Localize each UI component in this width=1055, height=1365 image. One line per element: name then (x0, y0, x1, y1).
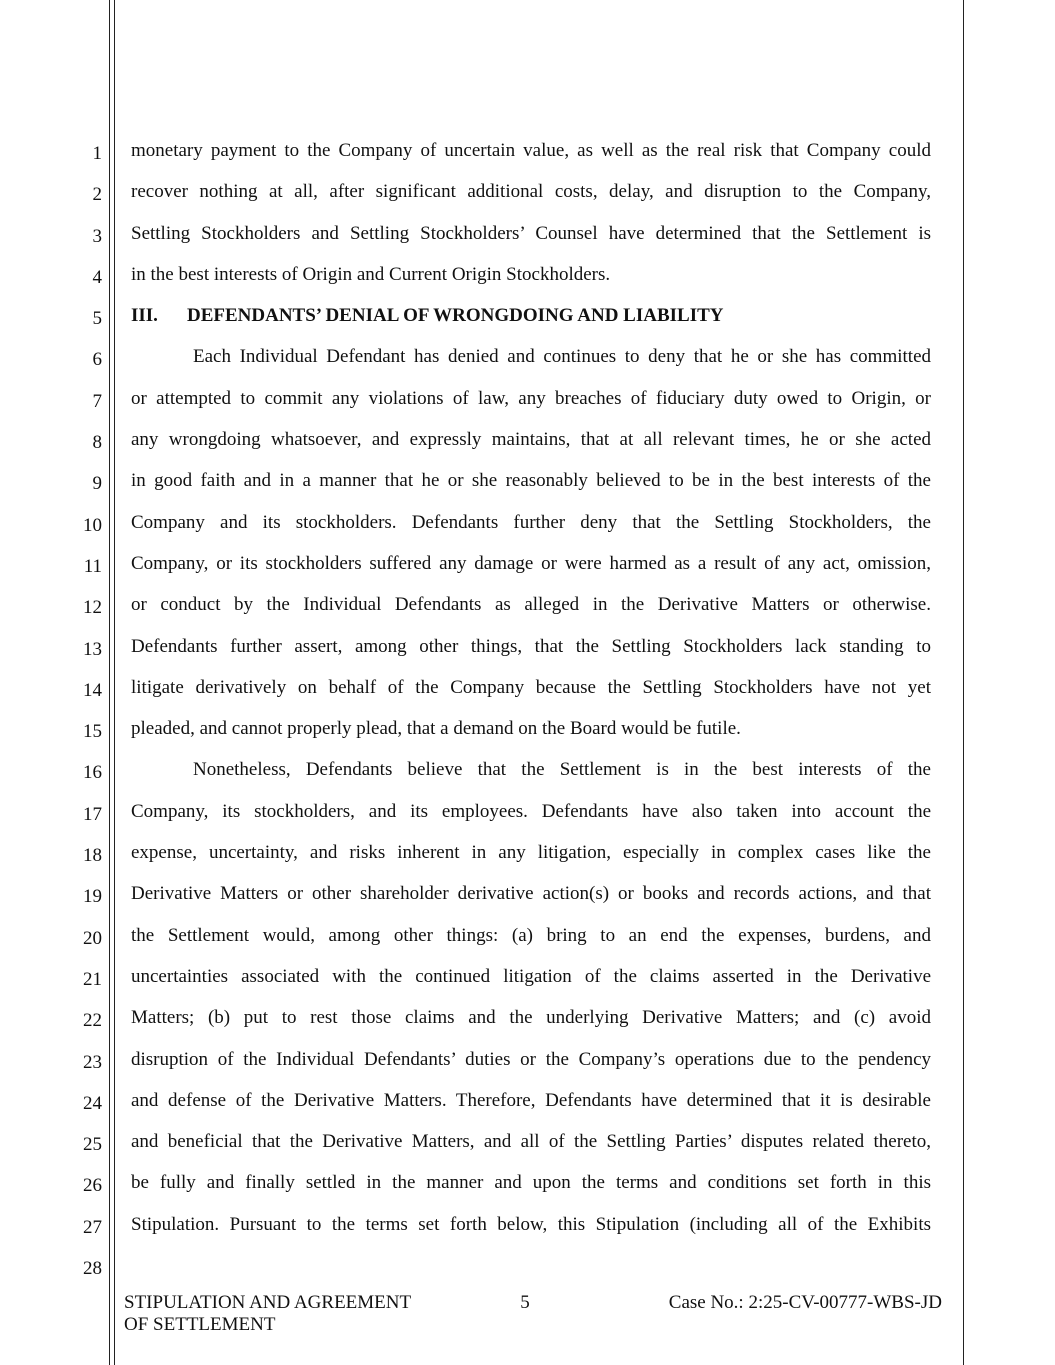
line-number: 13 (83, 638, 102, 660)
line-number: 26 (83, 1175, 102, 1197)
line-number: 5 (92, 308, 102, 330)
text-line: Settling Stockholders and Settling Stockholders’ Counsel have determined that the Settlement is (131, 222, 931, 244)
line-number: 1 (92, 143, 102, 164)
footer-page-number: 5 (520, 1292, 530, 1313)
line-number: 25 (83, 1134, 102, 1156)
text-line: in good faith and in a manner that he or she reasonably believed to be in the best interests of the (131, 470, 931, 492)
line-number: 24 (83, 1092, 102, 1114)
line-number: 16 (83, 762, 102, 784)
text-line: Defendants further assert, among other things, that the Settling Stockholders lack standing to (131, 635, 931, 657)
section-title: DEFENDANTS’ DENIAL OF WRONGDOING AND LIABILITY (187, 305, 724, 327)
document-body (131, 130, 931, 1245)
line-number-column (60, 133, 102, 1289)
footer-title-line: STIPULATION AND AGREEMENT (124, 1292, 412, 1313)
line-number: 4 (92, 266, 102, 288)
text-line: Company, its stockholders, and its employees. Defendants have also taken into account the (131, 800, 931, 822)
text-line: in the best interests of Origin and Current Origin Stockholders. (131, 263, 611, 285)
text-line: monetary payment to the Company of uncertain value, as well as the real risk that Company could (131, 140, 931, 161)
text-line: pleaded, and cannot properly plead, that a demand on the Board would be futile. (131, 718, 741, 740)
line-number: 14 (83, 679, 102, 701)
line-number: 10 (83, 514, 102, 536)
footer-title-line: OF SETTLEMENT (124, 1314, 276, 1335)
footer-case-number: Case No.: 2:25-CV-00777-WBS-JD (668, 1292, 942, 1313)
text-line: or conduct by the Individual Defendants as alleged in the Derivative Matters or otherwise. (131, 594, 931, 616)
line-number: 7 (92, 390, 102, 412)
line-number: 6 (92, 349, 102, 371)
text-line: or attempted to commit any violations of law, any breaches of fiduciary duty owed to Origin, or (131, 387, 931, 409)
line-number: 23 (83, 1051, 102, 1073)
text-line: Derivative Matters or other shareholder derivative action(s) or books and records actions, and that (131, 883, 931, 905)
line-number: 27 (83, 1216, 102, 1238)
text-line: and beneficial that the Derivative Matters, and all of the Settling Parties’ disputes related thereto, (131, 1131, 931, 1153)
text-line: Nonetheless, Defendants believe that the Settlement is in the best interests of the (193, 759, 931, 781)
line-number: 22 (83, 1010, 102, 1032)
section-heading (131, 295, 931, 336)
text-line: and defense of the Derivative Matters. Therefore, Defendants have determined that it is desirable (131, 1089, 931, 1111)
line-number: 28 (83, 1258, 102, 1280)
text-line: Matters; (b) put to rest those claims and the underlying Derivative Matters; and (c) avoid (131, 1007, 931, 1029)
text-line: expense, uncertainty, and risks inherent in any litigation, especially in complex cases like the (131, 842, 931, 864)
left-margin-rule-outer (109, 0, 110, 1365)
line-number: 9 (92, 473, 102, 495)
line-number: 11 (83, 555, 102, 577)
text-line: the Settlement would, among other things: (a) bring to an end the expenses, burdens, and (131, 924, 931, 946)
line-number: 18 (83, 845, 102, 867)
text-line: litigate derivatively on behalf of the Company because the Settling Stockholders have not yet (131, 676, 931, 698)
text-line: be fully and finally settled in the manner and upon the terms and conditions set forth in this (131, 1172, 931, 1194)
text-line: disruption of the Individual Defendants’ duties or the Company’s operations due to the pendency (131, 1048, 931, 1070)
section-number: III. (131, 305, 158, 327)
line-number: 2 (92, 184, 102, 206)
line-number: 19 (83, 886, 102, 908)
footer-document-title (124, 1292, 444, 1336)
left-margin-rule-inner (114, 0, 115, 1365)
line-number: 20 (83, 927, 102, 949)
line-number: 15 (83, 721, 102, 743)
text-line: any wrongdoing whatsoever, and expressly maintains, that at all relevant times, he or she acted (131, 429, 931, 451)
line-number: 12 (83, 597, 102, 619)
text-line: Company, or its stockholders suffered any damage or were harmed as a result of any act, omission, (131, 552, 931, 574)
right-margin-rule (963, 0, 964, 1365)
text-line: uncertainties associated with the continued litigation of the claims asserted in the Derivative (131, 965, 931, 987)
text-line: Each Individual Defendant has denied and continues to deny that he or she has committed (193, 346, 931, 368)
text-line: Stipulation. Pursuant to the terms set forth below, this Stipulation (including all of the Exhibits (131, 1213, 931, 1235)
text-line: Company and its stockholders. Defendants further deny that the Settling Stockholders, the (131, 511, 931, 533)
line-number: 17 (83, 803, 102, 825)
text-line: recover nothing at all, after significant additional costs, delay, and disruption to the Company, (131, 181, 931, 203)
line-number: 21 (83, 968, 102, 990)
line-number: 8 (92, 432, 102, 454)
line-number: 3 (92, 225, 102, 247)
